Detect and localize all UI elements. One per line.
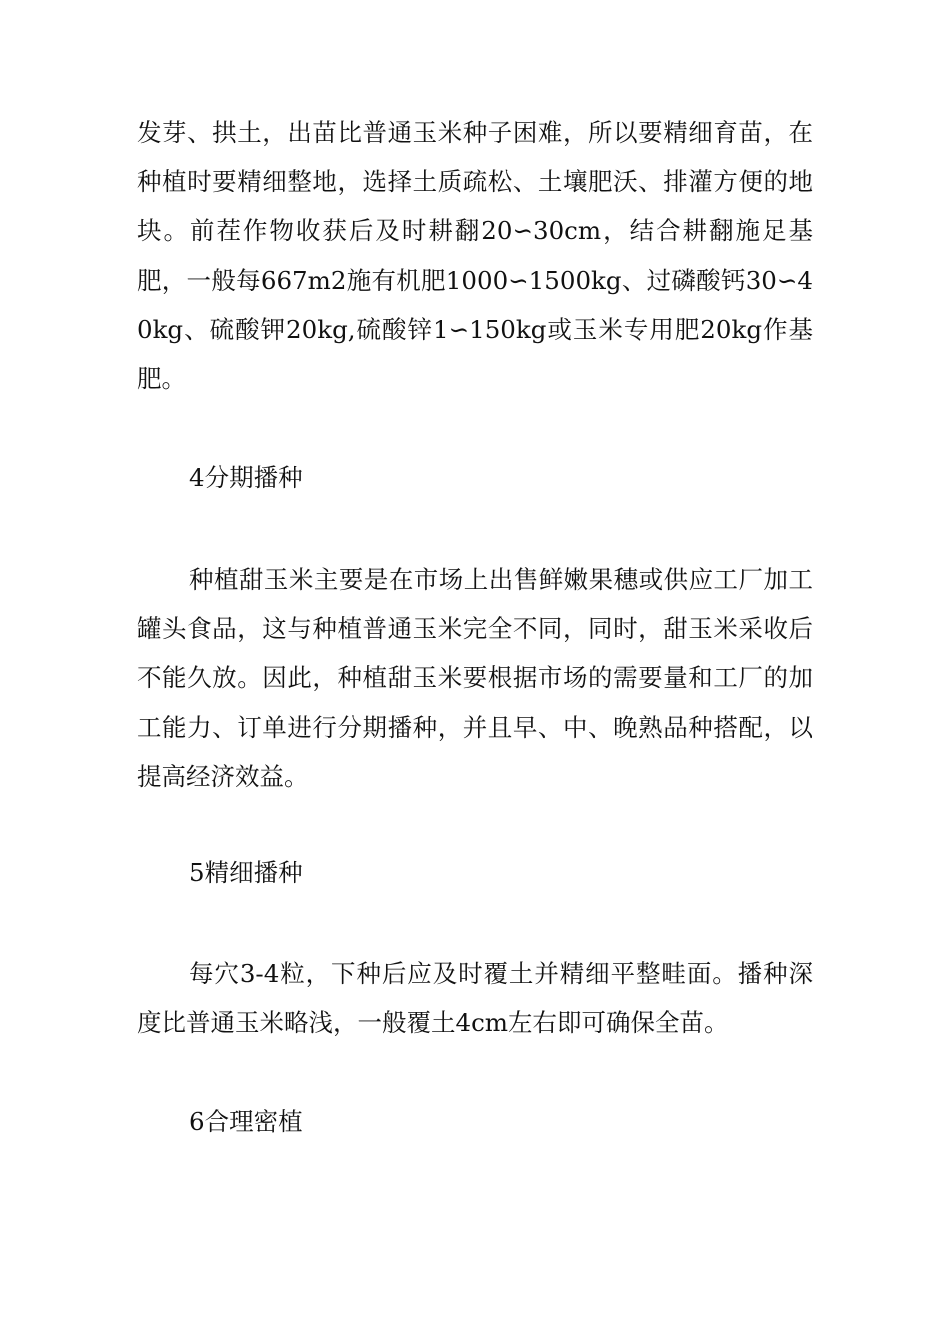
paragraph-fine-sowing: 每穴3-4粒，下种后应及时覆土并精细平整畦面。播种深度比普通玉米略浅，一般覆土4cm左右即可确保全苗。 bbox=[137, 959, 813, 1038]
paragraph-staged-sowing: 种植甜玉米主要是在市场上出售鲜嫩果穗或供应工厂加工罐头食品，这与种植普通玉米完全不同，同时，甜玉米采收后不能久放。因此，种植甜玉米要根据市场的需要量和工厂的加工能力、订单进行分期播种，并且早、中、晚熟品种搭配，以提高经济效益。 bbox=[137, 565, 813, 791]
section-heading-staged-sowing: 4分期播种 bbox=[189, 463, 303, 492]
paragraph-soil-preparation: 发芽、拱土，出苗比普通玉米种子困难，所以要精细育苗，在种植时要精细整地，选择土质疏松、土壤肥沃、排灌方便的地块。前茬作物收获后及时耕翻20∽30cm，结合耕翻施足基肥，一般每667m2施有机肥1000∽1500kg、过磷酸钙30∽40kg、硫酸钾20kg,硫酸锌1∽150kg或玉米专用肥20kg作基肥。 bbox=[137, 118, 813, 394]
section-heading-density: 6合理密植 bbox=[189, 1107, 303, 1136]
section-heading-fine-sowing: 5精细播种 bbox=[189, 858, 303, 887]
